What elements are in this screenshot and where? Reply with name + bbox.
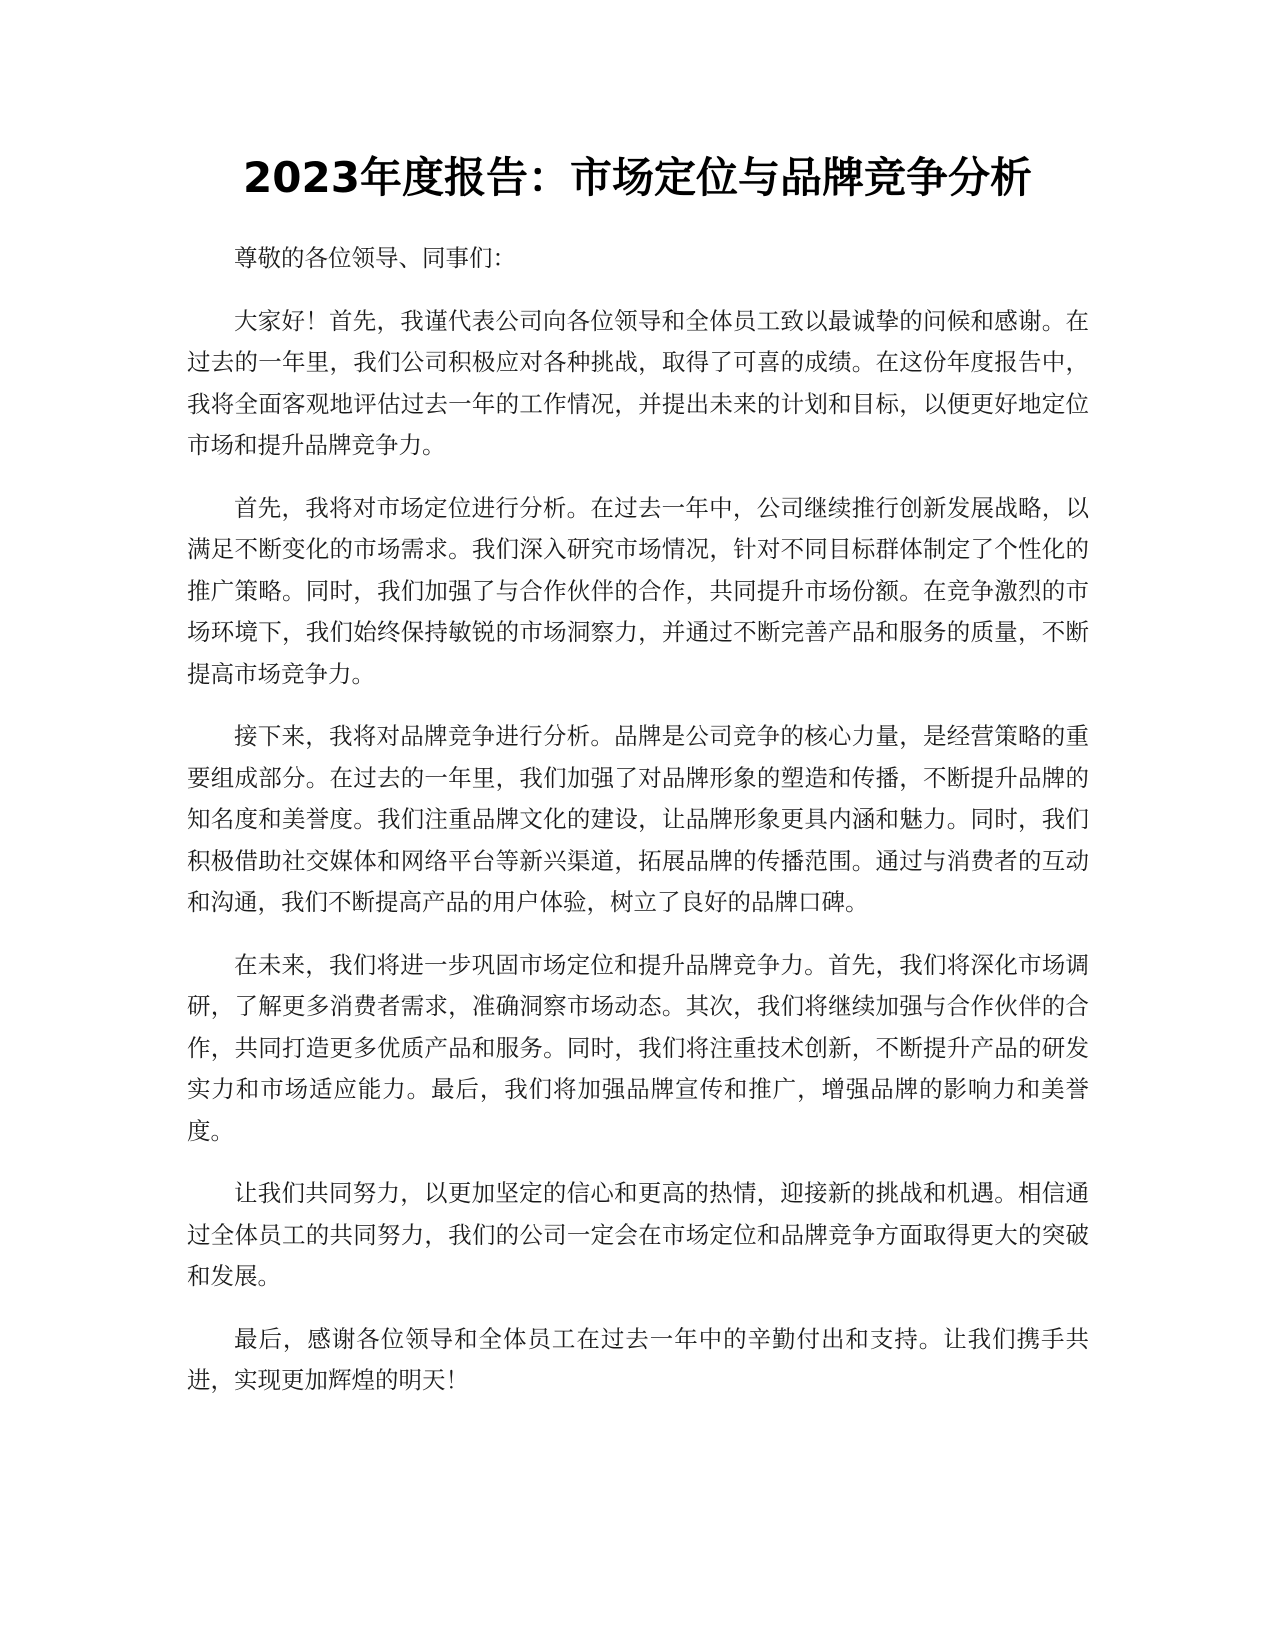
paragraph-future-plans: 在未来，我们将进一步巩固市场定位和提升品牌竞争力。首先，我们将深化市场调研，了解更多消费者需求，准确洞察市场动态。其次，我们将继续加强与合作伙伴的合作，共同打造更多优质产品和服务。同时，我们将注重技术创新，不断提升产品的研发实力和市场适应能力。最后，我们将加强品牌宣传和推广，增强品牌的影响力和美誉度。 (187, 950, 1089, 1145)
document-title: 2023年度报告：市场定位与品牌竞争分析 (243, 153, 1032, 202)
paragraph-greeting: 大家好！首先，我谨代表公司向各位领导和全体员工致以最诚挚的问候和感谢。在过去的一年里，我们公司积极应对各种挑战，取得了可喜的成绩。在这份年度报告中，我将全面客观地评估过去一年的工作情况，并提出未来的计划和目标，以便更好地定位市场和提升品牌竞争力。 (187, 306, 1089, 459)
paragraph-market-positioning: 首先，我将对市场定位进行分析。在过去一年中，公司继续推行创新发展战略，以满足不断变化的市场需求。我们深入研究市场情况，针对不同目标群体制定了个性化的推广策略。同时，我们加强了与合作伙伴的合作，共同提升市场份额。在竞争激烈的市场环境下，我们始终保持敏锐的市场洞察力，并通过不断完善产品和服务的质量，不断提高市场竞争力。 (187, 493, 1089, 688)
paragraph-brand-competition: 接下来，我将对品牌竞争进行分析。品牌是公司竞争的核心力量，是经营策略的重要组成部分。在过去的一年里，我们加强了对品牌形象的塑造和传播，不断提升品牌的知名度和美誉度。我们注重品牌文化的建设，让品牌形象更具内涵和魅力。同时，我们积极借助社交媒体和网络平台等新兴渠道，拓展品牌的传播范围。通过与消费者的互动和沟通，我们不断提高产品的用户体验，树立了良好的品牌口碑。 (187, 722, 1089, 916)
paragraph-encouragement: 让我们共同努力，以更加坚定的信心和更高的热情，迎接新的挑战和机遇。相信通过全体员工的共同努力，我们的公司一定会在市场定位和品牌竞争方面取得更大的突破和发展。 (187, 1179, 1089, 1290)
paragraph-closing: 最后，感谢各位领导和全体员工在过去一年中的辛勤付出和支持。让我们携手共进，实现更加辉煌的明天！ (187, 1324, 1089, 1394)
document-body (187, 238, 1089, 1423)
salutation: 尊敬的各位领导、同事们： (234, 244, 516, 272)
